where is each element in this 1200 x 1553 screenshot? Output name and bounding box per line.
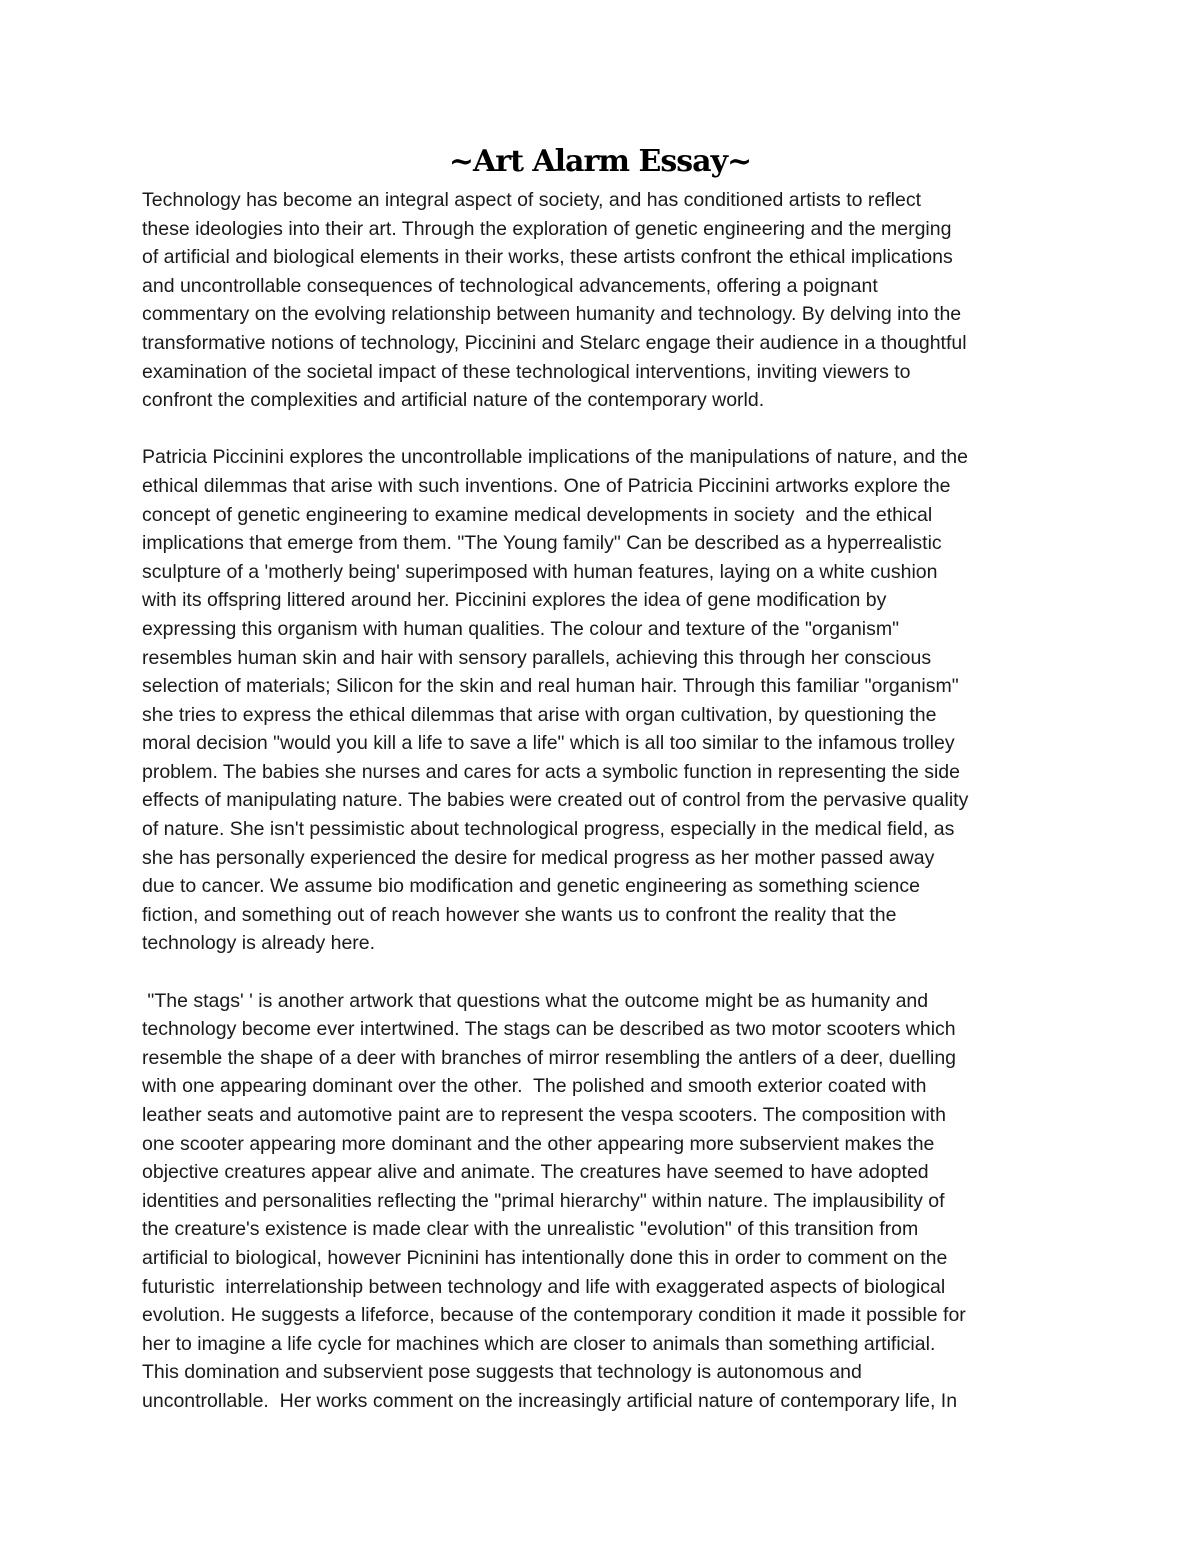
text-line: evolution. He suggests a lifeforce, because of the contemporary condition it made it possible for xyxy=(142,1304,966,1327)
text-line: transformative notions of technology, Piccinini and Stelarc engage their audience in a thoughtful xyxy=(142,331,967,354)
text-line: and uncontrollable consequences of technological advancements, offering a poignant xyxy=(142,274,878,297)
text-line: these ideologies into their art. Through the exploration of genetic engineering and the merging xyxy=(142,217,952,240)
text-line: she has personally experienced the desire for medical progress as her mother passed away xyxy=(142,846,935,869)
text-line: This domination and subservient pose suggests that technology is autonomous and xyxy=(142,1361,862,1384)
text-line: selection of materials; Silicon for the skin and real human hair. Through this familiar "organism" xyxy=(142,675,959,698)
text-line: of nature. She isn't pessimistic about technological progress, especially in the medical field, as xyxy=(142,818,955,841)
document-body xyxy=(142,186,1072,1416)
text-line: technology is already here. xyxy=(142,932,376,955)
text-line: ethical dilemmas that arise with such inventions. One of Patricia Piccinini artworks explore the xyxy=(142,474,951,497)
text-line: confront the complexities and artificial nature of the contemporary world. xyxy=(142,389,765,412)
text-line: the creature's existence is made clear with the unrealistic "evolution" of this transition from xyxy=(142,1218,919,1241)
paragraph-gap xyxy=(142,415,1072,444)
text-line: fiction, and something out of reach however she wants us to confront the reality that the xyxy=(142,903,897,926)
text-line: leather seats and automotive paint are to represent the vespa scooters. The composition with xyxy=(142,1104,946,1126)
text-line: with its offspring littered around her. Piccinini explores the idea of gene modification by xyxy=(142,589,887,612)
text-line: with one appearing dominant over the other. The polished and smooth exterior coated with xyxy=(142,1075,927,1098)
text-line: of artificial and biological elements in their works, these artists confront the ethical implications xyxy=(142,246,953,269)
text-line: commentary on the evolving relationship between humanity and technology. By delving into the xyxy=(142,303,962,326)
text-line: effects of manipulating nature. The babies were created out of control from the pervasive quality xyxy=(142,789,969,812)
text-line: expressing this organism with human qualities. The colour and texture of the "organism" xyxy=(142,617,900,640)
text-line: sculpture of a 'motherly being' superimposed with human features, laying on a white cushion xyxy=(142,560,938,583)
text-line: implications that emerge from them. "The Young family" Can be described as a hyperrealistic xyxy=(142,532,942,555)
paragraph-gap xyxy=(142,958,1072,987)
text-line: uncontrollable. Her works comment on the increasingly artificial nature of contemporary life, In xyxy=(142,1389,958,1412)
text-line: resemble the shape of a deer with branches of mirror resembling the antlers of a deer, duelling xyxy=(142,1046,957,1069)
text-line: she tries to express the ethical dilemmas that arise with organ cultivation, by questioning the xyxy=(142,703,937,726)
text-line: one scooter appearing more dominant and the other appearing more subservient makes the xyxy=(142,1132,935,1155)
text-line: technology become ever intertwined. The stags can be described as two motor scooters which xyxy=(142,1018,956,1041)
paragraph xyxy=(142,987,1072,1416)
text-line: her to imagine a life cycle for machines which are closer to animals than something artificial. xyxy=(142,1332,936,1355)
text-line: "The stags' ' is another artwork that questions what the outcome might be as humanity and xyxy=(142,989,929,1012)
text-line: examination of the societal impact of these technological interventions, inviting viewers to xyxy=(142,360,911,383)
text-line: identities and personalities reflecting the "primal hierarchy" within nature. The implausibility of xyxy=(142,1189,945,1212)
paragraph xyxy=(142,186,1072,415)
text-line: concept of genetic engineering to examine medical developments in society and the ethical xyxy=(142,503,933,526)
paragraph xyxy=(142,443,1072,958)
text-line: moral decision "would you kill a life to save a life" which is all too similar to the infamous trolley xyxy=(142,732,955,755)
text-line: resembles human skin and hair with sensory parallels, achieving this through her conscious xyxy=(142,646,932,669)
text-line: due to cancer. We assume bio modification and genetic engineering as something science xyxy=(142,875,920,898)
text-line: artificial to biological, however Picninini has intentionally done this in order to comment on the xyxy=(142,1246,948,1269)
document-title: ~Art Alarm Essay~ xyxy=(448,144,752,179)
text-line: objective creatures appear alive and animate. The creatures have seemed to have adopted xyxy=(142,1161,929,1184)
text-line: Technology has become an integral aspect of society, and has conditioned artists to reflect xyxy=(142,189,922,211)
text-line: Patricia Piccinini explores the uncontrollable implications of the manipulations of nature, and the xyxy=(142,446,968,469)
text-line: problem. The babies she nurses and cares for acts a symbolic function in representing the side xyxy=(142,760,961,783)
text-line: futuristic interrelationship between technology and life with exaggerated aspects of biological xyxy=(142,1275,946,1298)
